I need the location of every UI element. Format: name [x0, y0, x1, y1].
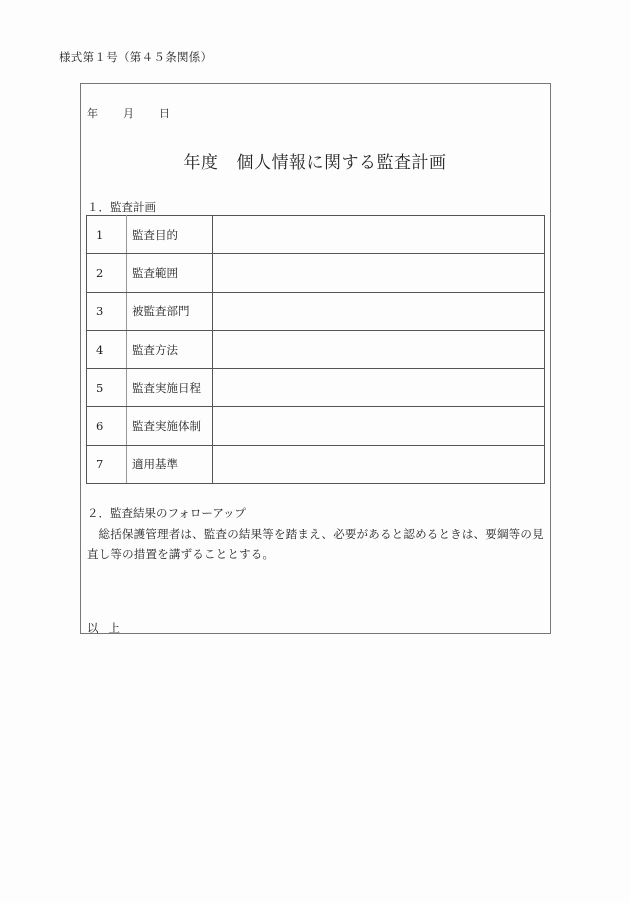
title-text: 個人情報に関する監査計画	[236, 153, 447, 173]
row-value-cell[interactable]	[213, 254, 545, 292]
title-year-suffix: 年度	[183, 153, 219, 173]
section2-heading: ２．監査結果のフォローアップ	[87, 506, 247, 520]
section2-body: 総括保護管理者は、監査の結果等を踏まえ、必要があると認めるときは、要綱等の見直し等の措置を講ずることとする。	[87, 527, 544, 561]
table-row	[87, 330, 545, 368]
date-month-label: 月	[123, 107, 134, 120]
row-item-label: 被監査部門	[127, 292, 213, 330]
row-item-label: 監査実施日程	[127, 369, 213, 407]
row-value-cell[interactable]	[213, 445, 545, 483]
date-line	[87, 105, 170, 121]
table-row	[87, 292, 545, 330]
date-day-label: 日	[159, 107, 170, 120]
row-item-label: 監査実施体制	[127, 407, 213, 445]
closing-remark: 以上	[87, 621, 130, 635]
row-number: 3	[87, 292, 127, 330]
row-value-cell[interactable]	[213, 330, 545, 368]
row-number: 7	[87, 445, 127, 483]
row-number: 1	[87, 216, 127, 254]
table-row	[87, 407, 545, 445]
table-row	[87, 445, 545, 483]
section1-heading: １．監査計画	[87, 200, 156, 214]
page-title	[0, 148, 630, 173]
table-row	[87, 254, 545, 292]
row-value-cell[interactable]	[213, 216, 545, 254]
row-value-cell[interactable]	[213, 292, 545, 330]
row-item-label: 監査目的	[127, 216, 213, 254]
row-value-cell[interactable]	[213, 407, 545, 445]
table-row	[87, 216, 545, 254]
row-item-label: 監査範囲	[127, 254, 213, 292]
row-number: 2	[87, 254, 127, 292]
date-year-label: 年	[87, 107, 98, 120]
row-number: 4	[87, 330, 127, 368]
row-number: 6	[87, 407, 127, 445]
form-number: 様式第１号（第４５条関係）	[59, 50, 213, 64]
table-row	[87, 369, 545, 407]
row-item-label: 適用基準	[127, 445, 213, 483]
row-value-cell[interactable]	[213, 369, 545, 407]
row-number: 5	[87, 369, 127, 407]
row-item-label: 監査方法	[127, 330, 213, 368]
audit-plan-table	[86, 215, 545, 484]
